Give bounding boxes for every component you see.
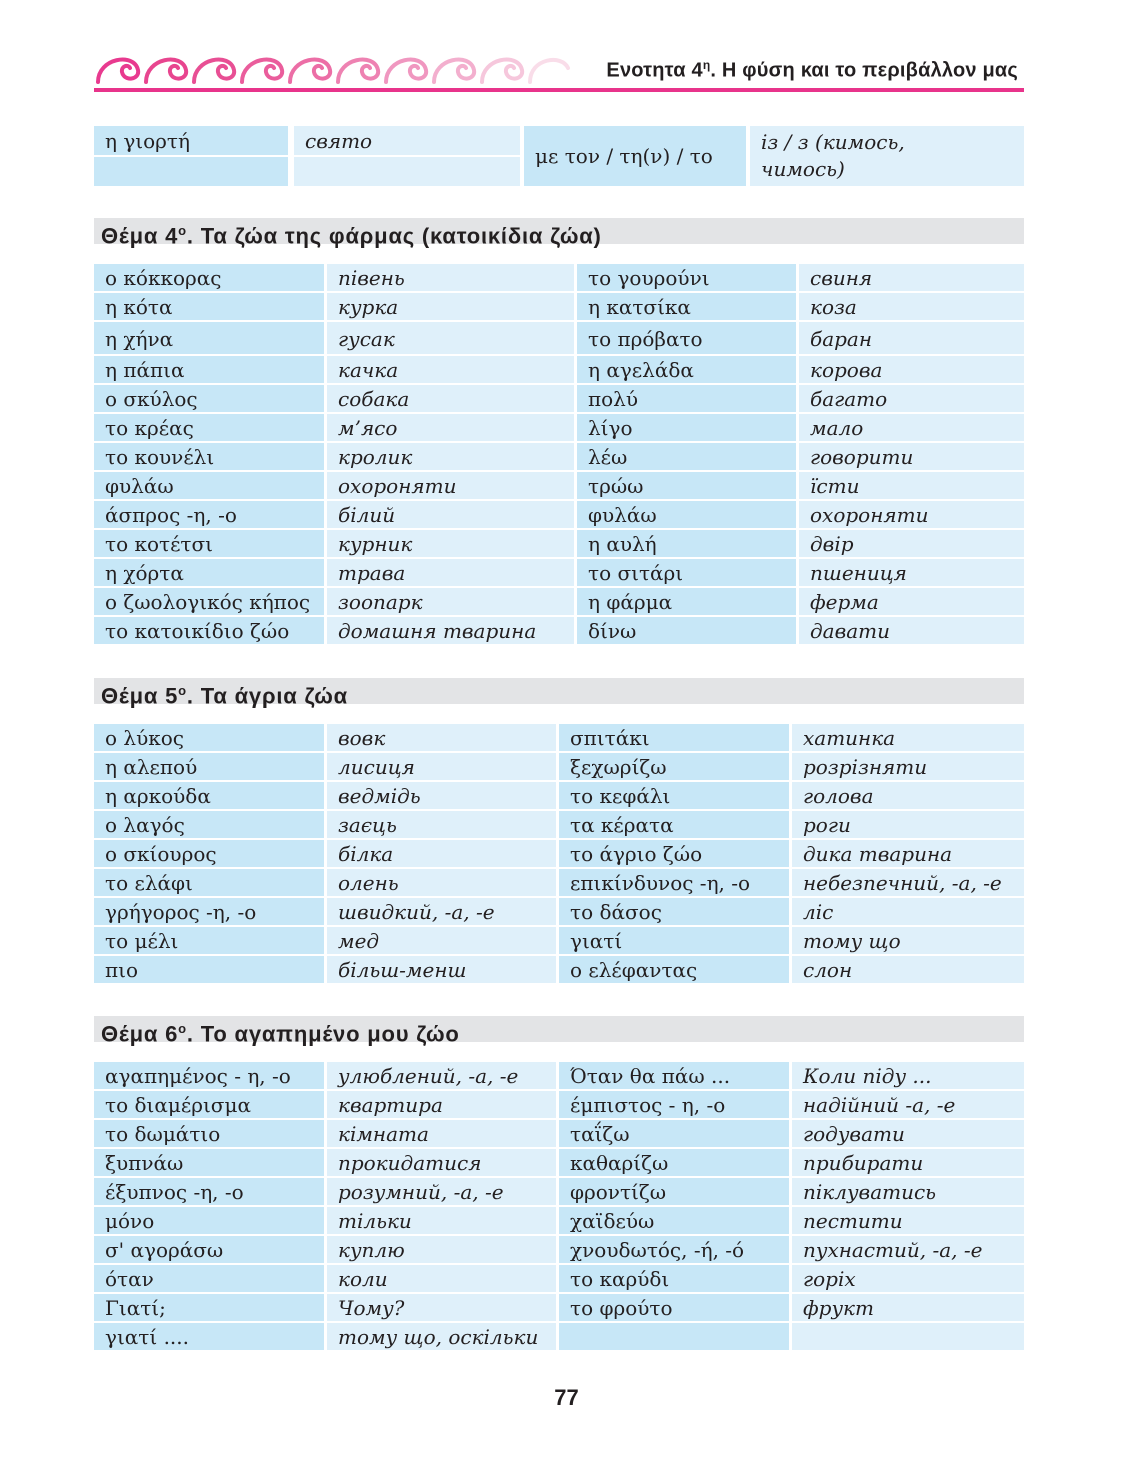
vocab-greek: το καρύδι <box>559 1265 792 1294</box>
vocab-greek: πολύ <box>577 385 799 414</box>
page-number: 77 <box>554 1385 579 1410</box>
vocab-ukrainian: роги <box>792 811 1024 840</box>
table-row <box>94 724 1024 753</box>
vocab-greek: η χόρτα <box>94 559 327 588</box>
vocab-ukrainian: баран <box>799 322 1024 356</box>
vocab-ukrainian: свиня <box>799 264 1024 293</box>
vocab-greek: η φάρμα <box>577 588 799 617</box>
vocab-greek: το σιτάρι <box>577 559 799 588</box>
vocab-greek: η αλεπού <box>94 753 327 782</box>
table-row <box>94 1120 1024 1149</box>
vocab-greek: ξυπνάω <box>94 1149 327 1178</box>
vocab-greek: τα κέρατα <box>559 811 792 840</box>
vocab-ukrainian: слон <box>792 956 1024 985</box>
vocab-ukrainian: курник <box>327 530 577 559</box>
vocab-greek: γρήγορος -η, -ο <box>94 898 327 927</box>
vocab-greek: το κοτέτσι <box>94 530 327 559</box>
vocab-ukrainian: білий <box>327 501 577 530</box>
vocab-ukrainian: небезпечний, -а, -е <box>792 869 1024 898</box>
vocab-greek: χνουδωτός, -ή, -ό <box>559 1236 792 1265</box>
vocab-ukrainian: гусак <box>327 322 577 356</box>
table-row <box>94 1236 1024 1265</box>
vocab-ukrainian: прибирати <box>792 1149 1024 1178</box>
vocab-greek: όταν <box>94 1265 327 1294</box>
vocab-ukrainian: більш-менш <box>327 956 559 985</box>
vocab-greek: ο σκύλος <box>94 385 327 414</box>
vocab-ukrainian: багато <box>799 385 1024 414</box>
vocab-ukrainian: мало <box>799 414 1024 443</box>
table-row <box>94 356 1024 385</box>
vocab-ukrainian: курка <box>327 293 577 322</box>
table-row <box>94 811 1024 840</box>
vocab-ukrainian: годувати <box>792 1120 1024 1149</box>
vocab-greek: λέω <box>577 443 799 472</box>
vocab-greek: το δωμάτιο <box>94 1120 327 1149</box>
vocab-greek: φροντίζω <box>559 1178 792 1207</box>
table-row <box>94 617 1024 646</box>
vocab-ukrainian: куплю <box>327 1236 559 1265</box>
vocab-greek: καθαρίζω <box>559 1149 792 1178</box>
vocab-greek: το φρούτο <box>559 1294 792 1323</box>
vocab-greek: η κατσίκα <box>577 293 799 322</box>
vocab-ukrainian: швидкий, -а, -е <box>327 898 559 927</box>
vocab-greek: σπιτάκι <box>559 724 792 753</box>
vocab-greek: το δάσος <box>559 898 792 927</box>
vocab-greek: δίνω <box>577 617 799 646</box>
table-row <box>94 1178 1024 1207</box>
vocab-ukrainian: піклуватись <box>792 1178 1024 1207</box>
vocab-greek: το κουνέλι <box>94 443 327 472</box>
vocab-ukrainian: качка <box>327 356 577 385</box>
vocab-ukrainian: охороняти <box>327 472 577 501</box>
vocab-greek: Γιατί; <box>94 1294 327 1323</box>
vocab-greek: η χήνα <box>94 322 327 356</box>
vocab-greek: το διαμέρισμα <box>94 1091 327 1120</box>
vocab-ukrainian: пухнастий, -а, -е <box>792 1236 1024 1265</box>
vocab-ukrainian: голова <box>792 782 1024 811</box>
vocab-ukrainian: м’ясо <box>327 414 577 443</box>
vocab-greek: ξεχωρίζω <box>559 753 792 782</box>
vocab-ukrainian: тільки <box>327 1207 559 1236</box>
vocab-greek: μόνο <box>94 1207 327 1236</box>
vocab-ukrainian: говорити <box>799 443 1024 472</box>
vocab-table <box>94 724 1024 985</box>
vocab-greek: το άγριο ζώο <box>559 840 792 869</box>
vocab-greek: η γιορτή <box>94 126 291 157</box>
table-row <box>94 869 1024 898</box>
table-row <box>94 1265 1024 1294</box>
vocab-greek: λίγο <box>577 414 799 443</box>
vocab-ukrainian: Чому? <box>327 1294 559 1323</box>
vocab-greek: το γουρούνι <box>577 264 799 293</box>
vocab-greek: αγαπημένος - η, -ο <box>94 1062 327 1091</box>
vocab-greek: επικίνδυνος -η, -ο <box>559 869 792 898</box>
vocab-ukrainian: їсти <box>799 472 1024 501</box>
vocab-greek: με τον / τη(ν) / το <box>524 126 749 186</box>
vocab-greek: η αυλή <box>577 530 799 559</box>
vocab-ukrainian: пестити <box>792 1207 1024 1236</box>
vocab-greek: άσπρος -η, -ο <box>94 501 327 530</box>
chapter-title: Ενοτητα $4^\eta$. Η φύση και το περιβάλλον μας <box>606 58 1018 82</box>
table-row <box>94 1062 1024 1091</box>
vocab-ukrainian: олень <box>327 869 559 898</box>
vocab-ukrainian: горіх <box>792 1265 1024 1294</box>
vocab-greek: έμπιστος - η, -ο <box>559 1091 792 1120</box>
vocab-greek: γιατί <box>559 927 792 956</box>
vocab-greek: ο ζωολογικός κήπος <box>94 588 327 617</box>
table-row <box>94 443 1024 472</box>
vocab-ukrainian: тому що <box>792 927 1024 956</box>
vocab-greek: το μέλι <box>94 927 327 956</box>
top-vocab-table <box>94 126 1024 186</box>
vocab-greek: το κεφάλι <box>559 782 792 811</box>
vocab-ukrainian: тому що, оскільки <box>327 1323 559 1352</box>
vocab-greek: γιατί .... <box>94 1323 327 1352</box>
section-heading: Θέμα $6^o$. Το αγαπημένο μου ζώο <box>94 1016 1024 1042</box>
table-row <box>94 753 1024 782</box>
vocab-ukrainian: ліс <box>792 898 1024 927</box>
table-row <box>94 1294 1024 1323</box>
vocab-ukrainian: трава <box>327 559 577 588</box>
section-heading: Θέμα $5^o$. Τα άγρια ζώα <box>94 678 1024 704</box>
vocab-greek: η πάπια <box>94 356 327 385</box>
vocab-greek: το ελάφι <box>94 869 327 898</box>
vocab-greek: η αγελάδα <box>577 356 799 385</box>
table-row <box>94 322 1024 356</box>
table-row <box>94 782 1024 811</box>
table-row <box>94 1149 1024 1178</box>
vocab-ukrainian: зоопарк <box>327 588 577 617</box>
vocab-ukrainian: мед <box>327 927 559 956</box>
table-row <box>94 293 1024 322</box>
table-row <box>94 385 1024 414</box>
vocab-ukrainian: дика тварина <box>792 840 1024 869</box>
table-row <box>94 1323 1024 1352</box>
vocab-ukrainian: ведмідь <box>327 782 559 811</box>
empty-cell <box>94 157 291 186</box>
vocab-ukrainian: кролик <box>327 443 577 472</box>
vocab-ukrainian: двір <box>799 530 1024 559</box>
vocab-greek: ταΐζω <box>559 1120 792 1149</box>
vocab-greek: ο κόκκορας <box>94 264 327 293</box>
vocab-greek: έξυπνος -η, -ο <box>94 1178 327 1207</box>
vocab-greek: πιο <box>94 956 327 985</box>
vocab-greek: ο λύκος <box>94 724 327 753</box>
vocab-ukrainian: Коли піду ... <box>792 1062 1024 1091</box>
vocab-table <box>94 264 1024 646</box>
vocab-ukrainian: кімната <box>327 1120 559 1149</box>
vocab-table <box>94 1062 1024 1352</box>
table-row <box>94 1207 1024 1236</box>
vocab-greek: η αρκούδα <box>94 782 327 811</box>
vocab-ukrainian: хатинка <box>792 724 1024 753</box>
vocab-ukrainian <box>792 1323 1024 1352</box>
vocab-greek: φυλάω <box>94 472 327 501</box>
header-divider <box>94 88 1024 92</box>
table-row <box>94 264 1024 293</box>
vocab-ukrainian: півень <box>327 264 577 293</box>
vocab-greek: ο σκίουρος <box>94 840 327 869</box>
table-row <box>94 927 1024 956</box>
table-row <box>94 414 1024 443</box>
vocab-ukrainian: із / з (кимось, чимось) <box>750 126 1024 186</box>
vocab-ukrainian: пшениця <box>799 559 1024 588</box>
vocab-ukrainian: фрукт <box>792 1294 1024 1323</box>
vocab-greek: ο λαγός <box>94 811 327 840</box>
vocab-greek: σ' αγοράσω <box>94 1236 327 1265</box>
wave-ornament-icon <box>94 48 574 88</box>
vocab-ukrainian: розумний, -а, -е <box>327 1178 559 1207</box>
table-row <box>94 559 1024 588</box>
vocab-greek <box>559 1323 792 1352</box>
vocab-greek: ο ελέφαντας <box>559 956 792 985</box>
table-row <box>94 472 1024 501</box>
table-row <box>94 588 1024 617</box>
vocab-greek: το κατοικίδιο ζώο <box>94 617 327 646</box>
table-row <box>94 840 1024 869</box>
table-row <box>94 501 1024 530</box>
vocab-greek: η κότα <box>94 293 327 322</box>
vocab-greek: τρώω <box>577 472 799 501</box>
vocab-ukrainian: корова <box>799 356 1024 385</box>
table-row <box>94 1091 1024 1120</box>
vocab-greek: Όταν θα πάω ... <box>559 1062 792 1091</box>
vocab-ukrainian: надійний -а, -е <box>792 1091 1024 1120</box>
page-header <box>94 44 1024 94</box>
vocab-ukrainian: прокидатися <box>327 1149 559 1178</box>
vocab-ukrainian: собака <box>327 385 577 414</box>
vocab-ukrainian: розрізняти <box>792 753 1024 782</box>
vocab-ukrainian: вовк <box>327 724 559 753</box>
empty-cell <box>294 157 523 186</box>
vocab-ukrainian: ферма <box>799 588 1024 617</box>
vocab-ukrainian: білка <box>327 840 559 869</box>
vocab-ukrainian: давати <box>799 617 1024 646</box>
table-row <box>94 530 1024 559</box>
vocab-ukrainian: охороняти <box>799 501 1024 530</box>
vocab-greek: το πρόβατο <box>577 322 799 356</box>
table-row <box>94 898 1024 927</box>
table-row <box>94 956 1024 985</box>
vocab-ukrainian: заєць <box>327 811 559 840</box>
vocab-ukrainian: улюблений, -а, -е <box>327 1062 559 1091</box>
vocab-greek: το κρέας <box>94 414 327 443</box>
vocab-ukrainian: свято <box>294 126 523 157</box>
vocab-greek: χαϊδεύω <box>559 1207 792 1236</box>
section-heading: Θέμα $4^o$. Τα ζώα της φάρμας (κατοικίδια ζώα) <box>94 218 1024 244</box>
vocab-greek: φυλάω <box>577 501 799 530</box>
vocab-ukrainian: квартира <box>327 1091 559 1120</box>
vocab-ukrainian: коза <box>799 293 1024 322</box>
vocab-ukrainian: домашня тварина <box>327 617 577 646</box>
vocab-ukrainian: лисиця <box>327 753 559 782</box>
vocab-ukrainian: коли <box>327 1265 559 1294</box>
